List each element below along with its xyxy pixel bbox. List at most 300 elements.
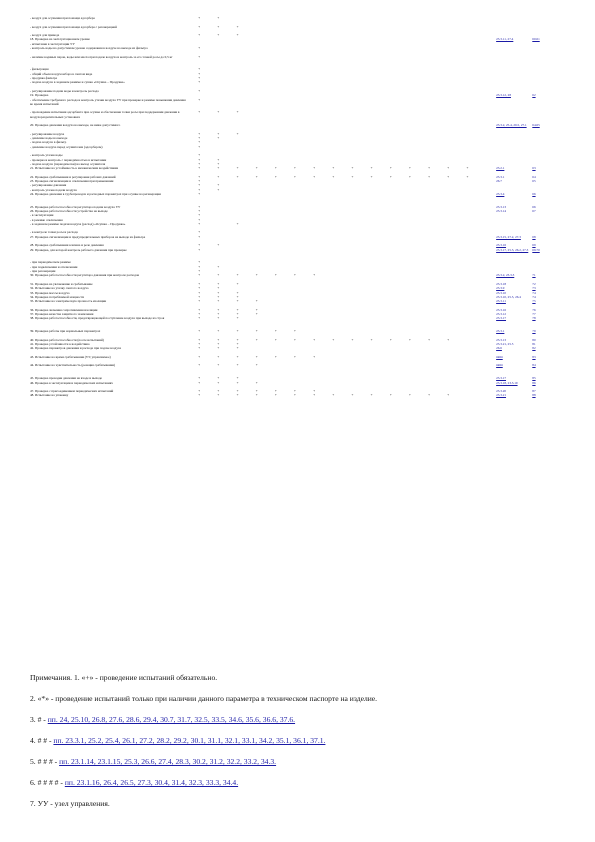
row-clause-link[interactable]: 23.3.10 bbox=[496, 290, 507, 295]
row-paragraph-link[interactable]: 78 bbox=[532, 316, 536, 321]
row-name: - обеспечение требуемого расхода и контроль утечки воздуха УУ при проверке и режиме повышения давления во время испытаний bbox=[30, 97, 186, 106]
row-paragraph-link[interactable]: 81 bbox=[532, 342, 536, 346]
mark-cell bbox=[305, 299, 324, 308]
mark-cell: + bbox=[198, 174, 201, 179]
mark-cell bbox=[477, 110, 496, 123]
mark-cell bbox=[420, 381, 439, 390]
mark-cell bbox=[285, 46, 304, 55]
mark-cell: + bbox=[332, 174, 335, 179]
row-paragraph-link[interactable]: 66 bbox=[532, 191, 536, 196]
mark-cell bbox=[420, 222, 439, 231]
table-row bbox=[30, 346, 560, 355]
mark-cell bbox=[343, 329, 362, 338]
row-clause-link[interactable]: #### bbox=[496, 354, 503, 359]
mark-cell: + bbox=[294, 166, 296, 171]
row-paragraph-link[interactable]: 77 bbox=[532, 312, 536, 317]
mark-cell: + bbox=[236, 354, 239, 359]
mark-cell: + bbox=[255, 299, 258, 304]
mark-cell: + bbox=[198, 354, 201, 359]
row-name: 27. Проверка сигнализации и предупредительных приборов на выходе из фильтра bbox=[30, 234, 146, 239]
mark-cell: + bbox=[217, 316, 220, 321]
row-name: - в режиме отключения bbox=[30, 217, 63, 222]
mark-cell bbox=[477, 192, 496, 205]
mark-cell bbox=[362, 299, 381, 308]
mark-cell: + bbox=[447, 393, 450, 398]
mark-cell bbox=[458, 16, 477, 25]
mark-cell bbox=[420, 329, 439, 338]
mark-cell: + bbox=[255, 312, 258, 317]
row-name: 33. Проверка массы воздуха bbox=[30, 290, 70, 295]
mark-cell bbox=[477, 166, 496, 175]
mark-cell: + bbox=[236, 329, 239, 334]
mark-cell bbox=[324, 381, 343, 390]
row-paragraph-link[interactable]: 82 bbox=[532, 346, 536, 351]
row-name: - контроль утечек подачи воздуха bbox=[30, 187, 77, 192]
row-paragraph-link[interactable]: 74 bbox=[532, 294, 536, 299]
mark-cell bbox=[266, 145, 285, 154]
mark-cell bbox=[381, 145, 400, 154]
mark-cell bbox=[285, 222, 304, 231]
mark-cell: + bbox=[408, 174, 411, 179]
row-name: 44. Испытание на чувствительность (реакция срабатывания) bbox=[30, 363, 116, 368]
mark-cell bbox=[439, 329, 458, 338]
row-name: 38. Проверка работоспособности, предотвращающей поступление воздуха при выходе из строя bbox=[30, 316, 165, 321]
note-6 bbox=[30, 778, 570, 788]
row-name: 21. Испытание на устойчивость к механическим воздействиям bbox=[30, 166, 119, 171]
mark-cell bbox=[477, 363, 496, 376]
row-paragraph-link[interactable]: 69.70 bbox=[532, 247, 540, 252]
mark-cell bbox=[343, 98, 362, 111]
row-paragraph-link[interactable]: 76 bbox=[532, 307, 536, 312]
mark-cell bbox=[247, 98, 266, 111]
mark-cell: + bbox=[217, 187, 220, 192]
row-paragraph-link[interactable] bbox=[532, 46, 560, 55]
mark-cell bbox=[324, 16, 343, 25]
mark-cell bbox=[305, 346, 324, 355]
mark-cell bbox=[285, 248, 304, 261]
note-5-links[interactable]: пп. 23.1.14, 23.1.15, 25.3, 26.6, 27.4, 28.3, 30.2, 31.2, 32.2, 33.2, 34.3. bbox=[59, 757, 277, 766]
mark-cell bbox=[324, 145, 343, 154]
row-clause-link[interactable]: #### bbox=[496, 363, 503, 368]
row-clause-link[interactable]: 23.3.12, 28 bbox=[496, 93, 511, 98]
mark-cell bbox=[400, 192, 419, 205]
row-clause-link[interactable] bbox=[496, 25, 532, 34]
mark-cell bbox=[458, 235, 477, 244]
mark-cell bbox=[420, 110, 439, 123]
mark-cell: + bbox=[370, 393, 373, 398]
mark-cell bbox=[381, 16, 400, 25]
mark-cell bbox=[400, 110, 419, 123]
row-name: - проверка и контроль с периодичностью в испытании bbox=[30, 157, 107, 162]
row-clause-link[interactable]: 23.3.18 bbox=[496, 281, 507, 286]
mark-cell bbox=[458, 123, 477, 132]
mark-cell bbox=[285, 145, 304, 154]
mark-cell: + bbox=[236, 131, 239, 136]
mark-cell: + bbox=[198, 76, 201, 81]
row-name: - давление воздуха перед осушителем (адсорбером) bbox=[30, 144, 103, 149]
mark-cell bbox=[400, 316, 419, 329]
mark-cell bbox=[343, 381, 362, 390]
row-paragraph-link[interactable]: 65 bbox=[532, 179, 536, 183]
mark-cell: + bbox=[236, 221, 239, 226]
table-row bbox=[30, 299, 560, 308]
mark-cell: + bbox=[198, 24, 201, 29]
mark-cell: + bbox=[294, 329, 296, 334]
mark-cell bbox=[362, 25, 381, 34]
mark-cell bbox=[458, 393, 477, 397]
mark-cell bbox=[266, 110, 285, 123]
row-name: 28. Проверка срабатывания клапана и реле давления bbox=[30, 243, 104, 248]
mark-cell: + bbox=[198, 294, 201, 299]
mark-cell bbox=[439, 25, 458, 34]
mark-cell bbox=[458, 55, 477, 68]
mark-cell bbox=[324, 192, 343, 205]
mark-cell: + bbox=[294, 393, 296, 398]
row-paragraph-link[interactable]: 69 bbox=[532, 243, 536, 248]
row-paragraph-link[interactable]: 63 bbox=[532, 166, 536, 171]
row-name: - испытание в эксплуатации УУ bbox=[30, 41, 75, 46]
mark-cell bbox=[228, 80, 247, 89]
row-clause-link[interactable] bbox=[496, 55, 532, 68]
mark-cell: + bbox=[217, 389, 220, 394]
mark-cell bbox=[285, 80, 304, 89]
row-paragraph-link[interactable]: 75 bbox=[532, 299, 536, 304]
mark-cell bbox=[324, 346, 343, 355]
row-paragraph-link[interactable]: 80 bbox=[532, 337, 536, 342]
mark-cell bbox=[305, 222, 324, 231]
mark-cell: + bbox=[236, 376, 239, 381]
row-paragraph-link[interactable] bbox=[532, 145, 560, 154]
mark-cell bbox=[362, 248, 381, 261]
row-clause-link[interactable]: 23.3.17, 25.3, 26.2, 27.3 bbox=[496, 247, 529, 252]
mark-cell bbox=[305, 110, 324, 123]
test-table bbox=[30, 16, 560, 398]
mark-cell bbox=[362, 222, 381, 231]
mark-cell: + bbox=[408, 166, 411, 171]
row-name: - продувка фильтра bbox=[30, 76, 58, 81]
row-clause-link[interactable]: 23.3.11, 27.4 bbox=[496, 37, 514, 42]
mark-cell: + bbox=[313, 354, 316, 359]
row-clause-link[interactable] bbox=[496, 98, 532, 111]
mark-cell bbox=[381, 110, 400, 123]
row-name: - в контроле точки росы и расхода bbox=[30, 230, 78, 235]
row-clause-link[interactable] bbox=[496, 110, 532, 123]
row-clause-link[interactable]: 23.3.10, 25.5, 26.4 bbox=[496, 294, 521, 299]
mark-cell bbox=[400, 98, 419, 111]
row-paragraph-link[interactable] bbox=[532, 25, 560, 34]
mark-cell bbox=[420, 248, 439, 261]
mark-cell bbox=[305, 16, 324, 25]
row-clause-link[interactable]: 23.3.20 bbox=[496, 389, 507, 394]
mark-cell: + bbox=[198, 312, 201, 317]
row-paragraph-link[interactable] bbox=[532, 16, 560, 25]
row-clause-link[interactable]: 23.3.1 bbox=[496, 329, 505, 334]
mark-cell bbox=[247, 16, 266, 25]
row-clause-link[interactable] bbox=[496, 145, 532, 154]
mark-cell bbox=[362, 363, 381, 376]
table-row bbox=[30, 145, 560, 154]
mark-cell bbox=[381, 123, 400, 132]
row-clause-link[interactable]: 23.3.13 bbox=[496, 204, 507, 209]
mark-cell: + bbox=[198, 46, 201, 51]
row-paragraph-link[interactable]: 71 bbox=[532, 273, 536, 278]
row-clause-link[interactable] bbox=[496, 16, 532, 25]
mark-cell bbox=[324, 299, 343, 308]
mark-cell bbox=[247, 46, 266, 55]
mark-cell: + bbox=[332, 393, 335, 398]
row-paragraph-link[interactable]: 73 bbox=[532, 286, 536, 291]
mark-cell bbox=[458, 192, 477, 205]
row-name: - общий объем воздухозабора в сжатом виде bbox=[30, 71, 93, 76]
note-3-links[interactable]: пп. 24, 25.10, 26.8, 27.6, 28.6, 29.4, 30.7, 31.7, 32.5, 33.5, 34.6, 35.6, 36.6, 37.6. bbox=[47, 715, 296, 724]
mark-cell bbox=[458, 273, 477, 282]
mark-cell bbox=[381, 192, 400, 205]
mark-cell bbox=[228, 98, 247, 111]
row-clause-link[interactable]: 23.2.1 bbox=[496, 166, 505, 171]
note-4-links[interactable]: пп. 23.3.1, 25.2, 25.4, 26.1, 27.2, 28.2, 29.2, 30.1, 31.1, 32.1, 33.1, 34.2, 35.1, 36.1, 37.1. bbox=[53, 736, 326, 745]
mark-cell: + bbox=[198, 329, 201, 334]
mark-cell bbox=[343, 363, 362, 376]
row-clause-link[interactable]: 23.3.16 bbox=[496, 307, 507, 312]
mark-cell: + bbox=[198, 234, 201, 239]
row-clause-link[interactable]: 23.3.21, 25.5 bbox=[496, 342, 514, 346]
mark-cell bbox=[190, 123, 209, 132]
mark-cell bbox=[247, 145, 266, 154]
mark-cell bbox=[400, 381, 419, 390]
row-clause-link[interactable]: 23.3.4 bbox=[496, 191, 505, 196]
row-clause-link[interactable]: 23.3.16 bbox=[496, 243, 507, 248]
row-clause-link[interactable]: 23.3.17 bbox=[496, 376, 507, 381]
mark-cell bbox=[324, 98, 343, 111]
mark-cell bbox=[362, 355, 381, 364]
mark-cell bbox=[362, 329, 381, 338]
row-paragraph-link[interactable]: 72 bbox=[532, 281, 536, 286]
mark-cell bbox=[285, 346, 304, 355]
mark-cell bbox=[266, 98, 285, 111]
mark-cell bbox=[247, 346, 266, 355]
mark-cell bbox=[477, 329, 496, 338]
mark-cell: + bbox=[351, 337, 354, 342]
mark-cell: + bbox=[198, 183, 201, 188]
mark-cell bbox=[362, 123, 381, 132]
row-clause-link[interactable]: 23.3.1 bbox=[496, 174, 505, 179]
row-clause-link[interactable]: 23.3.13 bbox=[496, 337, 507, 342]
mark-cell bbox=[439, 355, 458, 364]
mark-cell bbox=[458, 222, 477, 231]
row-paragraph-link[interactable]: 64.65 bbox=[532, 123, 540, 128]
mark-cell bbox=[458, 46, 477, 55]
row-name: 32. Испытание на утечку сжатого воздуха bbox=[30, 286, 89, 291]
table-row bbox=[30, 273, 560, 282]
mark-cell bbox=[400, 25, 419, 34]
mark-cell bbox=[324, 55, 343, 68]
row-paragraph-link[interactable]: 83 bbox=[532, 354, 536, 359]
row-name: 31. Проверка на увлажнение и срабатывание bbox=[30, 281, 93, 286]
mark-cell: + bbox=[198, 247, 201, 252]
mark-cell: + bbox=[217, 264, 220, 269]
mark-cell bbox=[305, 363, 324, 376]
note-5-prefix: 5. # # # - bbox=[30, 757, 60, 766]
mark-cell: + bbox=[447, 166, 450, 171]
mark-cell: + bbox=[198, 136, 201, 141]
row-clause-link[interactable]: 26.6 bbox=[496, 346, 502, 351]
row-clause-link[interactable]: 23.3.15, 27.2, 27.3 bbox=[496, 234, 521, 239]
mark-cell: + bbox=[274, 389, 277, 394]
mark-cell bbox=[305, 381, 324, 390]
row-paragraph-link[interactable] bbox=[532, 80, 560, 89]
mark-cell: + bbox=[217, 337, 220, 342]
mark-cell bbox=[458, 329, 477, 338]
mark-cell bbox=[477, 222, 496, 231]
mark-cell: + bbox=[198, 144, 201, 149]
row-clause-link[interactable]: 23.3.2, 23.3.3 bbox=[496, 273, 515, 278]
mark-cell bbox=[477, 16, 496, 25]
mark-cell: + bbox=[294, 354, 296, 359]
note-3-prefix: 3. # - bbox=[30, 715, 48, 724]
mark-cell bbox=[439, 299, 458, 308]
row-paragraph-link[interactable] bbox=[532, 55, 560, 68]
mark-cell bbox=[381, 299, 400, 308]
mark-cell: + bbox=[236, 294, 239, 299]
mark-cell: + bbox=[217, 346, 220, 351]
mark-cell: + bbox=[217, 281, 220, 286]
row-clause-link[interactable]: 23.3.2, 25.4, 26.5, 27.1 bbox=[496, 123, 527, 128]
mark-cell: + bbox=[198, 71, 201, 76]
mark-cell: + bbox=[198, 208, 201, 213]
mark-cell bbox=[247, 235, 266, 244]
row-paragraph-link[interactable]: 84 bbox=[532, 363, 536, 368]
row-clause-link[interactable] bbox=[496, 46, 532, 55]
mark-cell bbox=[247, 55, 266, 68]
mark-cell bbox=[305, 80, 324, 89]
row-name: - подача воздуха (периодически) на выход осушителя bbox=[30, 161, 106, 166]
row-paragraph-link[interactable]: 86 bbox=[532, 380, 536, 385]
row-clause-link[interactable]: 23.3.11 bbox=[496, 299, 506, 304]
mark-cell: + bbox=[198, 157, 201, 162]
mark-cell bbox=[209, 123, 228, 132]
table-row bbox=[30, 123, 560, 132]
mark-cell bbox=[228, 235, 247, 244]
row-paragraph-link[interactable]: 68 bbox=[532, 234, 536, 239]
mark-cell bbox=[343, 235, 362, 244]
mark-cell bbox=[381, 346, 400, 355]
mark-cell bbox=[458, 346, 477, 355]
mark-cell bbox=[266, 46, 285, 55]
mark-cell bbox=[362, 273, 381, 282]
row-name: - регулирование давления bbox=[30, 183, 67, 188]
mark-cell bbox=[381, 55, 400, 68]
mark-cell: + bbox=[255, 380, 258, 385]
mark-cell: + bbox=[294, 337, 296, 342]
row-paragraph-link[interactable] bbox=[532, 222, 560, 231]
mark-cell: + bbox=[447, 174, 450, 179]
row-name: - прохождение испытания адсорбента при осушке и обеспечение точки росы при поддержании давления в воздухоразделительных установках bbox=[30, 110, 180, 119]
row-paragraph-link[interactable]: 60.61 bbox=[532, 37, 540, 42]
row-name: 18. Проверка на эксплуатационном уровне bbox=[30, 37, 90, 42]
row-clause-link[interactable] bbox=[496, 80, 532, 89]
row-name: 19. Проверка bbox=[30, 93, 49, 98]
mark-cell: + bbox=[236, 273, 239, 278]
row-name: 29. Проверка, для которой контроль рабочего давления при проверке bbox=[30, 247, 127, 252]
mark-cell bbox=[305, 235, 324, 244]
row-clause-link[interactable]: 23.3.9 bbox=[496, 286, 505, 291]
mark-cell bbox=[439, 46, 458, 55]
mark-cell bbox=[285, 55, 304, 68]
mark-cell: + bbox=[217, 290, 220, 295]
row-clause-link[interactable]: 23.3.14 bbox=[496, 208, 507, 213]
mark-cell: + bbox=[255, 273, 258, 278]
mark-cell bbox=[247, 123, 266, 132]
row-paragraph-link[interactable]: 88 bbox=[532, 393, 536, 398]
row-name: 25. Проверка работоспособности регулятора подачи воздуха УУ bbox=[30, 204, 121, 209]
mark-cell bbox=[400, 363, 419, 376]
row-clause-link[interactable]: 23.3.12 bbox=[496, 312, 507, 317]
mark-cell: + bbox=[198, 204, 201, 209]
mark-cell bbox=[439, 381, 458, 390]
row-clause-link[interactable]: 23.3.18, 23.3.19 bbox=[496, 380, 518, 385]
mark-cell bbox=[381, 98, 400, 111]
row-clause-link[interactable]: 23.3.21 bbox=[496, 393, 507, 398]
mark-cell bbox=[477, 346, 496, 355]
note-6-links[interactable]: пп. 23.1.16, 26.4, 26.5, 27.3, 30.4, 31.4, 32.3, 33.3, 34.4. bbox=[64, 778, 239, 787]
mark-cell: + bbox=[351, 166, 354, 171]
mark-cell bbox=[305, 192, 324, 205]
mark-cell bbox=[458, 98, 477, 111]
row-paragraph-link[interactable]: 79 bbox=[532, 329, 536, 334]
row-clause-link[interactable] bbox=[496, 222, 532, 231]
row-paragraph-link[interactable]: 64 bbox=[532, 174, 536, 179]
row-paragraph-link[interactable]: 74 bbox=[532, 290, 536, 295]
mark-cell: + bbox=[255, 393, 258, 398]
row-paragraph-link[interactable]: 66 bbox=[532, 204, 536, 209]
mark-cell bbox=[439, 248, 458, 261]
mark-cell bbox=[458, 248, 477, 261]
mark-cell bbox=[305, 55, 324, 68]
row-paragraph-link[interactable]: 67 bbox=[532, 208, 536, 213]
row-name: - в заданном режиме подачи воздуха (расход) «Осушка – Продувка» bbox=[30, 221, 126, 226]
mark-cell bbox=[324, 80, 343, 89]
mark-cell: + bbox=[198, 187, 201, 192]
row-paragraph-link[interactable]: 62 bbox=[532, 93, 536, 98]
mark-cell: + bbox=[217, 329, 220, 334]
mark-cell bbox=[458, 299, 477, 308]
mark-cell bbox=[247, 25, 266, 34]
table-row bbox=[30, 16, 560, 25]
mark-cell bbox=[477, 123, 496, 132]
mark-cell: + bbox=[236, 346, 239, 351]
row-clause-link[interactable]: 23.3.17 bbox=[496, 316, 507, 321]
mark-cell bbox=[362, 235, 381, 244]
row-paragraph-link[interactable]: 87 bbox=[532, 389, 536, 394]
mark-cell: + bbox=[255, 307, 258, 312]
mark-cell bbox=[324, 110, 343, 123]
row-paragraph-link[interactable] bbox=[532, 110, 560, 123]
row-clause-link[interactable]: 26.7 bbox=[496, 179, 502, 183]
mark-cell: + bbox=[198, 281, 201, 286]
mark-cell bbox=[477, 80, 496, 89]
row-paragraph-link[interactable] bbox=[532, 98, 560, 111]
mark-cell: + bbox=[198, 33, 201, 38]
mark-cell: + bbox=[198, 316, 201, 321]
mark-cell: + bbox=[236, 393, 239, 398]
row-paragraph-link[interactable]: 85 bbox=[532, 376, 536, 381]
mark-cell: + bbox=[408, 337, 411, 342]
row-name: 41. Проверка устойчивости к воздействию bbox=[30, 342, 90, 346]
mark-cell: + bbox=[198, 342, 201, 346]
mark-cell: + bbox=[198, 290, 201, 295]
mark-cell: + bbox=[198, 221, 201, 226]
mark-cell bbox=[439, 55, 458, 68]
